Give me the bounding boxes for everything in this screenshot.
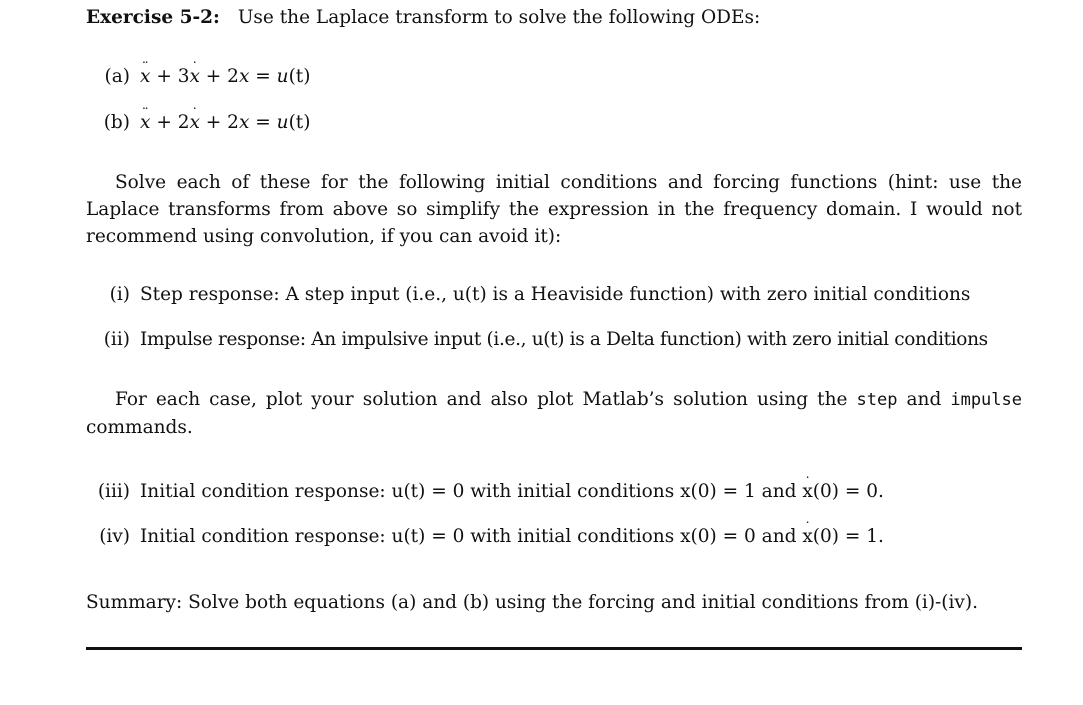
case-text: Step response: A step input (i.e., u(t) is a Heaviside function) with zero initial conditions: [140, 284, 971, 305]
case-number: (ii): [103, 329, 130, 350]
equation-number: (a): [104, 66, 130, 87]
impulse-command: impulse: [950, 390, 1022, 410]
equation-a: [100, 63, 310, 90]
plot-paragraph: For each case, plot your solution and also plot Matlab’s solution using the step and impulse commands.: [86, 389, 1022, 438]
case-number: (iii): [97, 481, 130, 502]
exercise-intro: Use the Laplace transform to solve the following ODEs:: [237, 7, 761, 28]
exercise-heading: [86, 4, 1022, 31]
summary-text: Summary: Solve both equations (a) and (b) using the forcing and initial conditions from (i)-(iv).: [86, 592, 978, 613]
case-i: [100, 281, 970, 308]
case-text: Initial condition response: u(t) = 0 with initial conditions x(0) = 1 and x ˙(0) = 0.: [140, 478, 884, 505]
equation-expression: x ¨ + 2x ˙ + 2x = u(t): [140, 109, 310, 136]
case-number: (i): [109, 284, 130, 305]
case-text: Initial condition response: u(t) = 0 with initial conditions x(0) = 0 and x ˙(0) = 1.: [140, 523, 884, 550]
case-iv: [94, 523, 884, 550]
exercise-label: Exercise 5-2:: [86, 7, 220, 28]
case-iii: [94, 478, 884, 505]
exercise-page: [86, 0, 1022, 705]
equation-number: (b): [103, 112, 130, 133]
case-ii: [100, 326, 988, 353]
case-text: Impulse response: An impulsive input (i.e., u(t) is a Delta function) with zero initial conditions: [140, 329, 988, 350]
equation-expression: x ¨ + 3x ˙ + 2x = u(t): [140, 63, 310, 90]
case-number: (iv): [99, 526, 130, 547]
step-command: step: [856, 390, 898, 410]
horizontal-rule: [86, 647, 1022, 650]
solve-paragraph: Solve each of these for the following initial conditions and forcing functions (hint: use the Laplace transforms from above so simplify the expression in the frequency domain. I would not recommend using convolution, if you can avoid it):: [86, 172, 1022, 247]
equation-b: [100, 109, 310, 136]
